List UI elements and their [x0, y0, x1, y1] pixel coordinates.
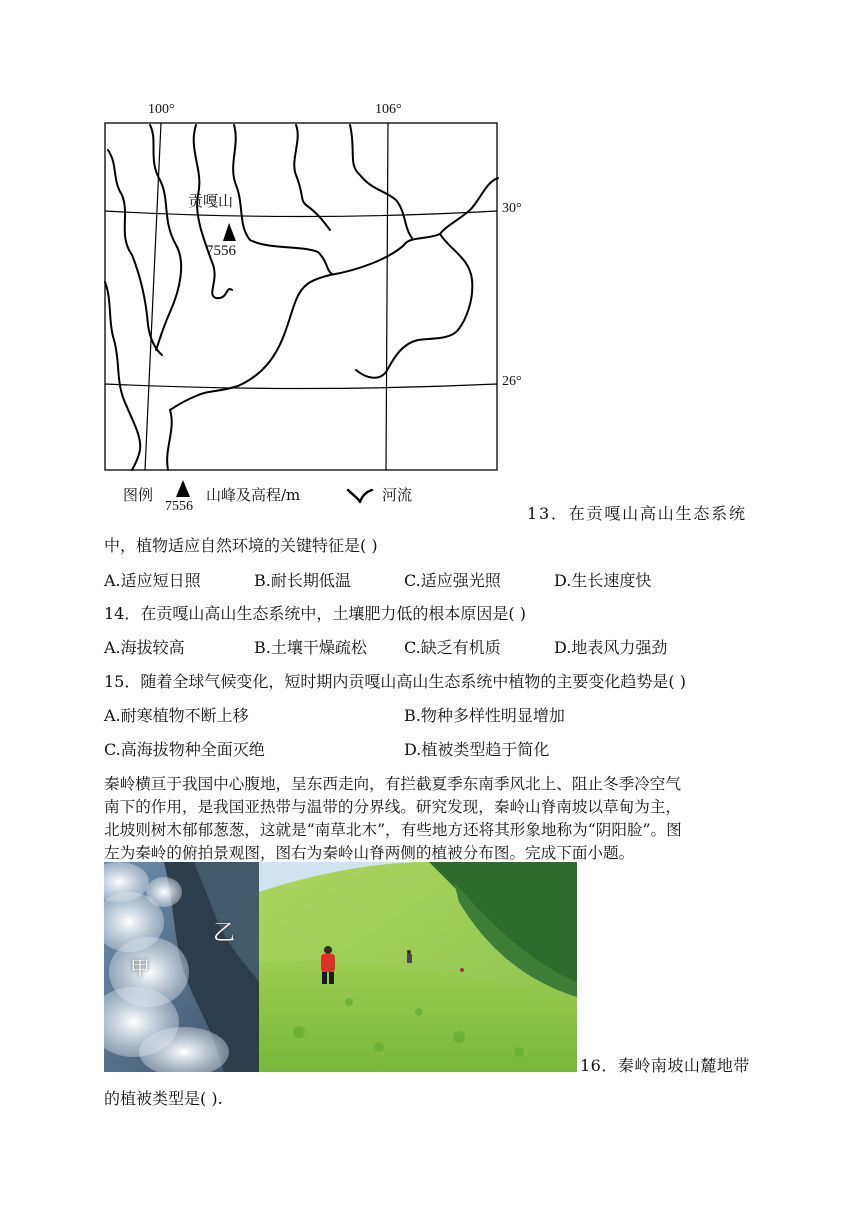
passage-line-4: 左为秦岭的俯拍景观图，图右为秦岭山脊两侧的植被分布图。完成下面小题。	[104, 844, 635, 862]
qinling-meadow-photo	[259, 862, 577, 1072]
gongga-map	[90, 100, 510, 480]
q13-option-d: D.生长速度快	[554, 571, 652, 590]
q15-option-d: D.植被类型趋于简化	[404, 740, 550, 759]
q13-stem-line2: 中，植物适应自然环境的关键特征是( )	[104, 536, 378, 555]
lon-label-106: 106°	[375, 102, 402, 117]
photo-label-yi: 乙	[213, 921, 236, 946]
meridian-100	[145, 123, 161, 470]
q14-option-d: D.地表风力强劲	[554, 638, 668, 657]
q14-stem: 14．在贡嘎山高山生态系统中，土壤肥力低的根本原因是( )	[104, 604, 526, 623]
photo-label-jia: 甲	[130, 956, 150, 980]
peak-elevation: 7556	[206, 243, 236, 259]
q14-option-a: A.海拔较高	[104, 638, 185, 657]
qinling-aerial-photo	[104, 862, 259, 1072]
legend-peak-elevation: 7556	[165, 499, 193, 514]
legend-peak-label: 山峰及高程/m	[206, 486, 301, 504]
q13-option-a: A.适应短日照	[104, 571, 201, 590]
rivers	[105, 125, 498, 470]
passage-line-1: 秦岭横亘于我国中心腹地，呈东西走向，有拦截夏季东南季风北上、阻止冬季冷空气	[104, 775, 681, 793]
q14-option-b: B.土壤干燥疏松	[254, 638, 367, 657]
peak-symbol	[223, 223, 236, 241]
passage-line-2: 南下的作用，是我国亚热带与温带的分界线。研究发现，秦岭山脊南坡以草甸为主，	[104, 798, 681, 816]
legend-river-label: 河流	[382, 486, 413, 504]
parallel-26	[105, 384, 497, 389]
q15-stem: 15．随着全球气候变化，短时期内贡嘎山高山生态系统中植物的主要变化趋势是( )	[104, 672, 686, 691]
lat-label-30: 30°	[502, 201, 522, 216]
meridian-106	[386, 123, 388, 470]
legend-title: 图例	[123, 486, 154, 504]
lat-label-26: 26°	[502, 374, 522, 389]
passage-line-3: 北坡则树木郁郁葱葱，这就是“南草北木”，有些地方还将其形象地称为“阴阳脸”。图	[104, 821, 682, 839]
peak-name: 贡嘎山	[188, 194, 234, 210]
map-frame	[105, 123, 497, 470]
q15-option-a: A.耐寒植物不断上移	[104, 706, 249, 725]
q13-option-c: C.适应强光照	[404, 571, 501, 590]
q16-stem-line2: 的植被类型是( ).	[104, 1089, 223, 1108]
q13-stem-line1: 13．在贡嘎山高山生态系统	[527, 504, 747, 523]
legend-peak-icon	[175, 480, 191, 498]
q16-stem-line1: 16．秦岭南坡山麓地带	[580, 1056, 750, 1075]
q15-option-c: C.高海拔物种全面灭绝	[104, 740, 265, 759]
parallel-30	[105, 211, 497, 217]
lon-label-100: 100°	[148, 102, 175, 117]
q15-option-b: B.物种多样性明显增加	[404, 706, 565, 725]
q14-option-c: C.缺乏有机质	[404, 638, 501, 657]
legend-river-icon	[346, 486, 374, 504]
q13-option-b: B.耐长期低温	[254, 571, 351, 590]
